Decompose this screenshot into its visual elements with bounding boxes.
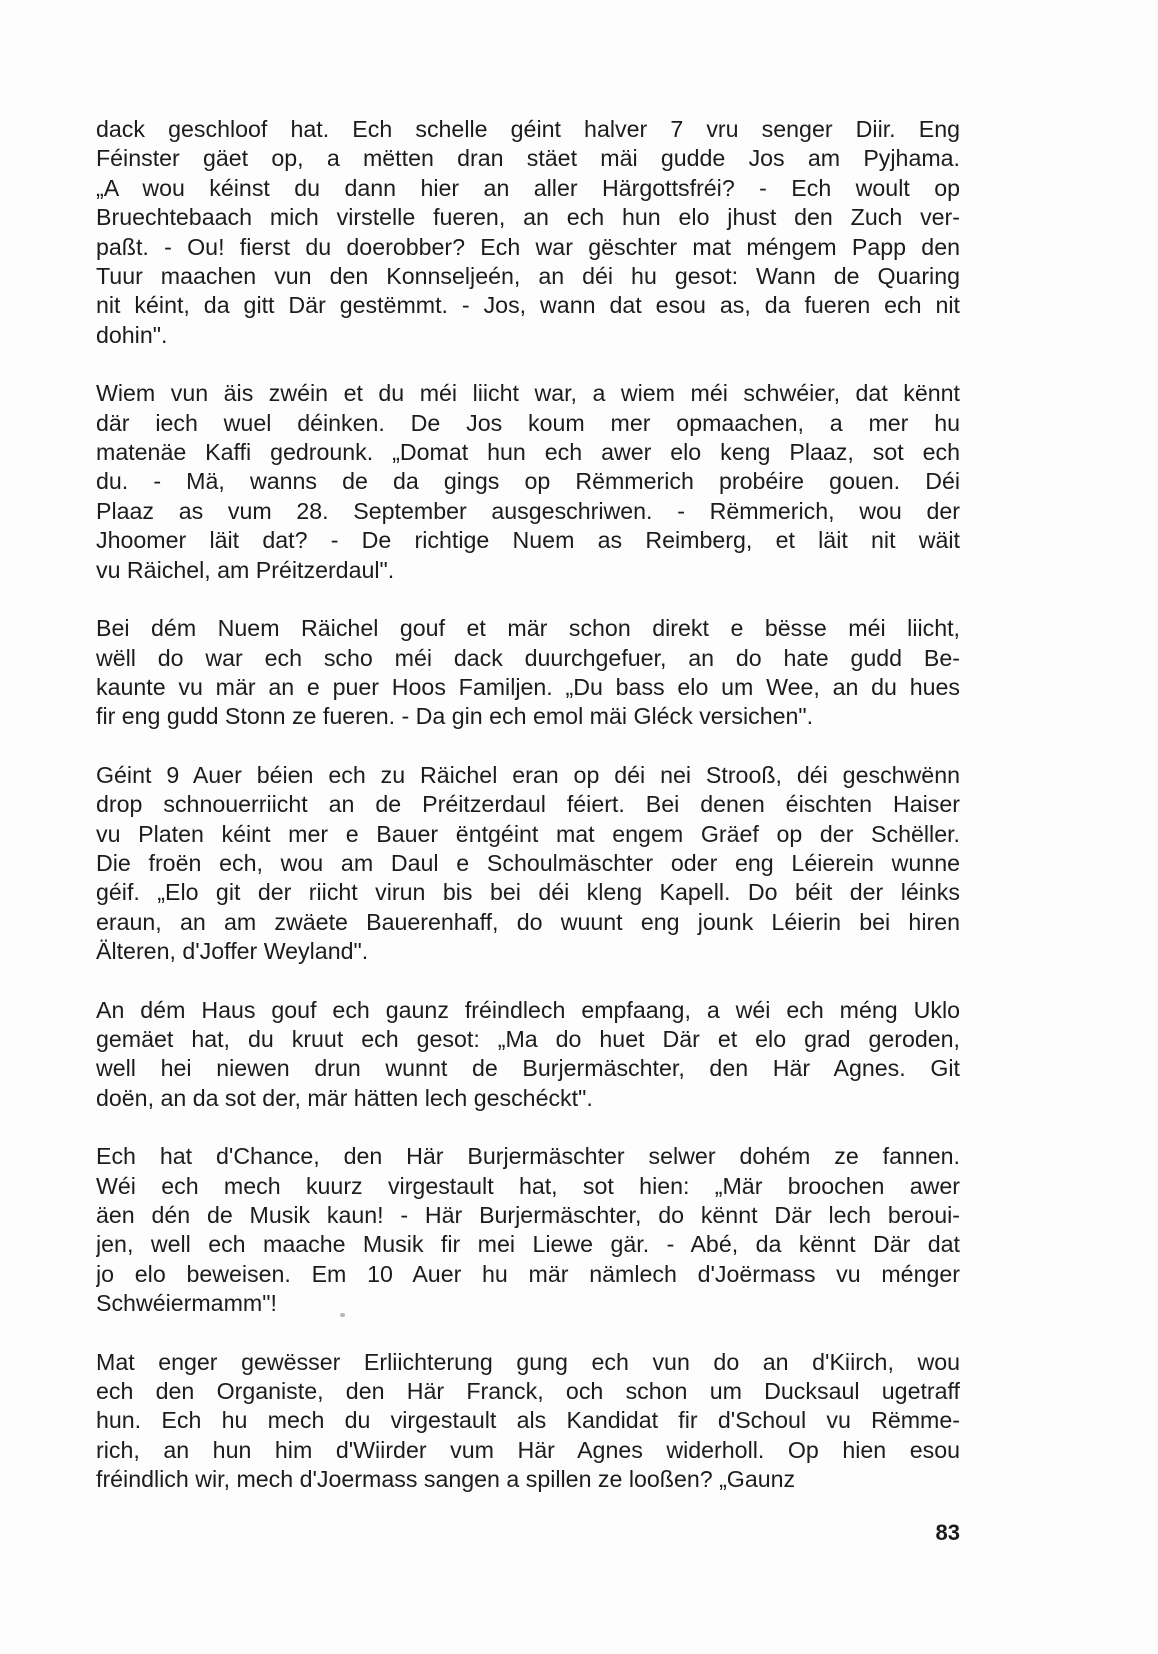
text-line: ech den Organiste, den Här Franck, och schon um Ducksaul ugetraff [96, 1378, 960, 1405]
body-text [96, 115, 960, 1524]
text-line: géif. „Elo git der riicht virun bis bei déi kleng Kapell. Do béit der léinks [96, 879, 960, 906]
paragraph [96, 1142, 960, 1318]
text-line: „A wou kéinst du dann hier an aller Härgottsfréi? - Ech woult op [96, 174, 960, 201]
text-line: Wéi ech mech kuurz virgestault hat, sot hien: „Mär broochen awer [96, 1172, 960, 1199]
text-line: wëll do war ech scho méi dack duurchgefuer, an do hate gudd Be- [96, 644, 960, 671]
page-number: 83 [935, 1520, 960, 1545]
paragraph [96, 761, 960, 967]
text-line: fréindlich wir, mech d'Joermass sangen a spillen ze looßen? „Gaunz [96, 1466, 796, 1493]
text-line: Tuur maachen vun den Konnseljeén, an déi hu gesot: Wann de Quaring [96, 263, 960, 290]
paragraph [96, 115, 960, 350]
text-line: Féinster gäet op, a mëtten dran stäet mäi gudde Jos am Pyjhama. [96, 145, 960, 172]
text-line: Älteren, d'Joffer Weyland". [96, 938, 369, 965]
text-line: nit kéint, da gitt Där gestëmmt. - Jos, wann dat esou as, da fueren ech nit [96, 292, 960, 319]
text-line: doën, an da sot der, mär hätten lech geschéckt". [96, 1084, 593, 1111]
text-line: Bruechtebaach mich virstelle fueren, an ech hun elo jhust den Zuch ver- [96, 204, 960, 231]
text-line: hun. Ech hu mech du virgestault als Kandidat fir d'Schoul vu Rëmme- [96, 1407, 960, 1434]
text-line: Mat enger gewësser Erliichterung gung ech vun do an d'Kiirch, wou [96, 1348, 960, 1375]
text-line: vu Platen kéint mer e Bauer ëntgéint mat engem Gräef op der Schëller. [96, 820, 960, 847]
text-line: du. - Mä, wanns de da gings op Rëmmerich probéire gouen. Déi [96, 468, 960, 495]
scan-speck [340, 1313, 345, 1317]
text-line: Jhoomer läit dat? - De richtige Nuem as Reimberg, et läit nit wäit [96, 527, 960, 554]
text-line: Wiem vun äis zwéin et du méi liicht war, a wiem méi schwéier, dat kënnt [96, 380, 960, 407]
text-line: Bei dém Nuem Räichel gouf et mär schon direkt e bësse méi liicht, [96, 615, 960, 642]
text-line: well hei niewen drun wunnt de Burjermäschter, den Här Agnes. Git [96, 1055, 960, 1082]
text-line: fir eng gudd Stonn ze fueren. - Da gin ech emol mäi Gléck versichen". [96, 703, 814, 730]
text-line: äen dén de Musik kaun! - Här Burjermäschter, do kënnt Där lech berouі- [96, 1202, 960, 1228]
text-line: jo elo beweisen. Em 10 Auer hu mär nämlech d'Joërmass vu ménger [96, 1260, 960, 1287]
text-line: kaunte vu mär an e puer Hoos Familjen. „Du bass elo um Wee, an du hues [96, 673, 960, 700]
text-line: gemäet hat, du kruut ech gesot: „Ma do huet Där et elo grad geroden, [96, 1025, 960, 1052]
text-line: Die froën ech, wou am Daul e Schoulmäschter oder eng Léierein wunne [96, 849, 960, 876]
text-line: drop schnouerriicht an de Préitzerdaul féiert. Bei denen éischten Haiser [96, 791, 960, 818]
text-line: An dém Haus gouf ech gaunz fréindlech empfaang, a wéi ech méng Uklo [96, 996, 960, 1023]
text-line: jen, well ech maache Musik fir mei Liewe gär. - Abé, da kënnt Där dat [96, 1231, 960, 1258]
text-line: dohin". [96, 321, 168, 348]
text-line: eraun, an am zwäete Bauerenhaff, do wuunt eng jounk Léierin bei hiren [96, 908, 960, 935]
text-line: dack geschloof hat. Ech schelle géint halver 7 vru senger Diir. Eng [96, 116, 960, 142]
text-line: Plaaz as vum 28. September ausgeschriwen. - Rëmmerich, wou der [96, 497, 960, 524]
paragraph [96, 379, 960, 585]
paragraph [96, 1348, 960, 1495]
text-line: Ech hat d'Chance, den Här Burjermäschter selwer dohém ze fannen. [96, 1143, 960, 1170]
text-line: där iech wuel déinken. De Jos koum mer opmaachen, a mer hu [96, 409, 960, 436]
paragraph [96, 614, 960, 732]
text-line: rich, an hun him d'Wiirder vum Här Agnes widerholl. Op hien esou [96, 1436, 960, 1463]
text-line: Schwéiermamm"! [96, 1290, 277, 1317]
paragraph [96, 996, 960, 1114]
text-line: vu Räichel, am Préitzerdaul". [96, 556, 395, 583]
text-line: matenäe Kaffi gedrounk. „Domat hun ech awer elo keng Plaaz, sot ech [96, 439, 960, 466]
text-line: paßt. - Ou! fierst du doerobber? Ech war gëschter mat méngem Papp den [96, 233, 960, 260]
text-line: Géint 9 Auer béien ech zu Räichel eran op déi nei Strooß, déi geschwënn [96, 761, 960, 788]
